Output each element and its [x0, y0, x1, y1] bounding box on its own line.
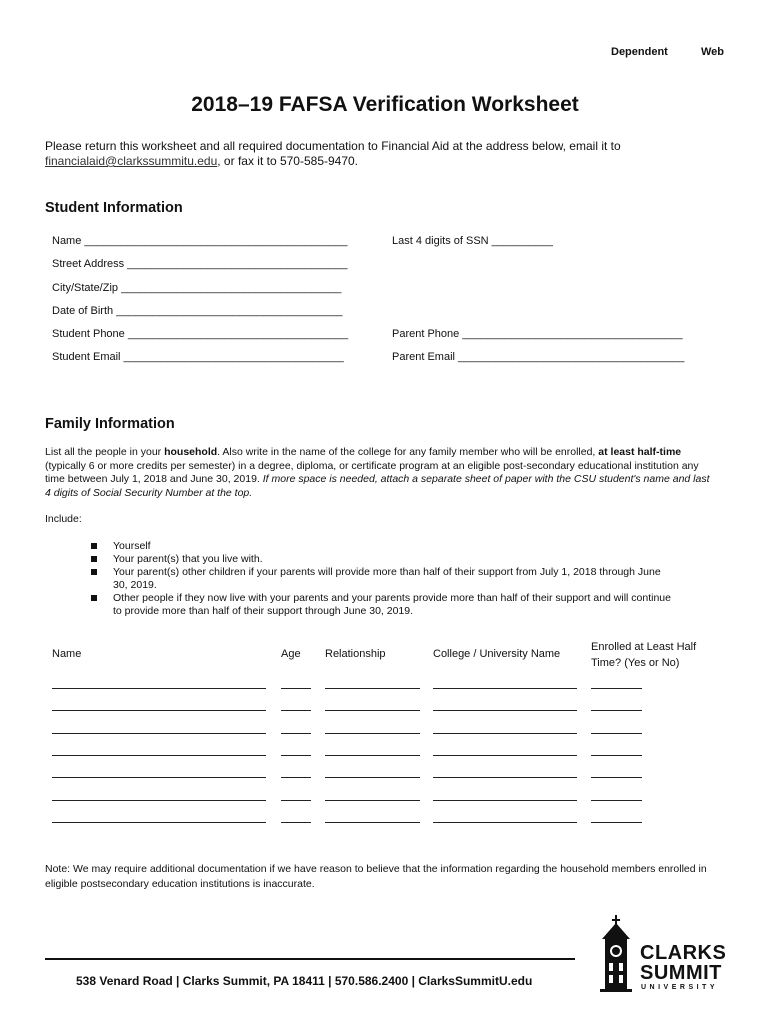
family-instructions: [45, 446, 717, 500]
college-line[interactable]: [433, 688, 577, 689]
student-info-heading: Student Information: [45, 200, 183, 216]
name-line[interactable]: [52, 688, 266, 689]
age-line[interactable]: [281, 822, 311, 823]
parent-email-field[interactable]: Parent Email _____________________________________: [392, 351, 685, 363]
half-time-emphasis: at least half-time: [598, 446, 682, 458]
include-list: [91, 540, 671, 618]
name-line[interactable]: [52, 755, 266, 756]
age-line[interactable]: [281, 755, 311, 756]
list-item: Yourself: [91, 540, 671, 553]
name-line[interactable]: [52, 733, 266, 734]
logo-university: UNIVERSITY: [641, 984, 719, 991]
column-header-relationship: Relationship: [325, 648, 386, 660]
footer-address: 538 Venard Road | Clarks Summit, PA 18411 | 570.586.2400 | ClarksSummitU.edu: [76, 974, 533, 988]
page-title: 2018–19 FAFSA Verification Worksheet: [191, 93, 579, 116]
web-label: Web: [701, 46, 725, 58]
name-line[interactable]: [52, 710, 266, 711]
column-header-enrolled: [591, 639, 696, 671]
enrolled-line[interactable]: [591, 755, 642, 756]
household-emphasis: household: [164, 446, 218, 458]
city-state-zip-field[interactable]: City/State/Zip ____________________________________: [52, 282, 342, 294]
relationship-line[interactable]: [325, 710, 420, 711]
age-line[interactable]: [281, 688, 311, 689]
age-line[interactable]: [281, 777, 311, 778]
column-header-age: Age: [281, 648, 301, 660]
intro-text: [45, 139, 685, 169]
age-line[interactable]: [281, 733, 311, 734]
name-line[interactable]: [52, 777, 266, 778]
instructions-italic: If more space is needed, attach a separate sheet of paper with the CSU student's name and last 4 digits of Social Security Number at the top.: [45, 473, 710, 499]
enrolled-header-line-1: Enrolled at Least Half: [591, 641, 697, 653]
street-address-field[interactable]: Street Address ____________________________________: [52, 258, 348, 270]
college-line[interactable]: [433, 800, 577, 801]
college-line[interactable]: [433, 777, 577, 778]
age-line[interactable]: [281, 710, 311, 711]
enrolled-line[interactable]: [591, 710, 642, 711]
name-line[interactable]: [52, 822, 266, 823]
date-of-birth-field[interactable]: Date of Birth _____________________________________: [52, 305, 343, 317]
logo-summit: SUMMIT: [640, 962, 722, 984]
student-email-field[interactable]: Student Email ____________________________________: [52, 351, 344, 363]
enrolled-line[interactable]: [591, 733, 642, 734]
dependent-label: Dependent: [611, 46, 668, 58]
relationship-line[interactable]: [325, 822, 420, 823]
enrolled-header-line-2: Time? (Yes or No): [591, 657, 680, 669]
logo-clarks: CLARKS: [640, 942, 727, 964]
college-line[interactable]: [433, 733, 577, 734]
list-item: Your parent(s) other children if your parents will provide more than half of their support from July 1, 2018 through June 30, 2019.: [91, 566, 671, 592]
college-line[interactable]: [433, 822, 577, 823]
intro-text-end: , or fax it to 570-585-9470.: [217, 154, 359, 168]
include-label: Include:: [45, 513, 82, 525]
college-line[interactable]: [433, 755, 577, 756]
footer-rule: [45, 958, 575, 960]
instructions-part-2: . Also write in the name of the college for any family member who will be enrolled,: [217, 446, 599, 458]
relationship-line[interactable]: [325, 800, 420, 801]
instructions-part-1: List all the people in your: [45, 446, 165, 458]
college-line[interactable]: [433, 710, 577, 711]
age-line[interactable]: [281, 800, 311, 801]
list-item: Other people if they now live with your parents and your parents provide more than half of their support and will continue to provide more than half of their support through June 30, 2019.: [91, 592, 671, 618]
student-phone-field[interactable]: Student Phone ____________________________________: [52, 328, 349, 340]
enrolled-line[interactable]: [591, 688, 642, 689]
instructions-part-3: (typically 6 or more credits per semester) in a degree, diploma, or certificate program at an eligible post-secondary educational institution any time between July 1, 2018 and June 30, 2019.: [45, 459, 699, 485]
relationship-line[interactable]: [325, 688, 420, 689]
name-line[interactable]: [52, 800, 266, 801]
column-header-college: College / University Name: [433, 648, 561, 660]
list-item: Your parent(s) that you live with.: [91, 553, 671, 566]
relationship-line[interactable]: [325, 755, 420, 756]
note-text: Note: We may require additional documentation if we have reason to believe that the information regarding the household members enrolled in eligible postsecondary education institutions is inaccurate.: [45, 863, 707, 890]
family-info-heading: Family Information: [45, 416, 175, 432]
enrolled-line[interactable]: [591, 800, 642, 801]
parent-phone-field[interactable]: Parent Phone ____________________________________: [392, 328, 683, 340]
enrolled-line[interactable]: [591, 777, 642, 778]
column-header-name: Name: [52, 648, 82, 660]
student-name-field[interactable]: Name ___________________________________________: [52, 235, 348, 247]
relationship-line[interactable]: [325, 777, 420, 778]
ssn-field[interactable]: Last 4 digits of SSN __________: [392, 235, 553, 247]
email-link[interactable]: financialaid@clarkssummitu.edu: [45, 154, 218, 168]
relationship-line[interactable]: [325, 733, 420, 734]
enrolled-line[interactable]: [591, 822, 642, 823]
tower-logo-icon: [596, 913, 638, 993]
intro-text-start: Please return this worksheet and all required documentation to Financial Aid at the address below, email it to: [45, 139, 621, 153]
